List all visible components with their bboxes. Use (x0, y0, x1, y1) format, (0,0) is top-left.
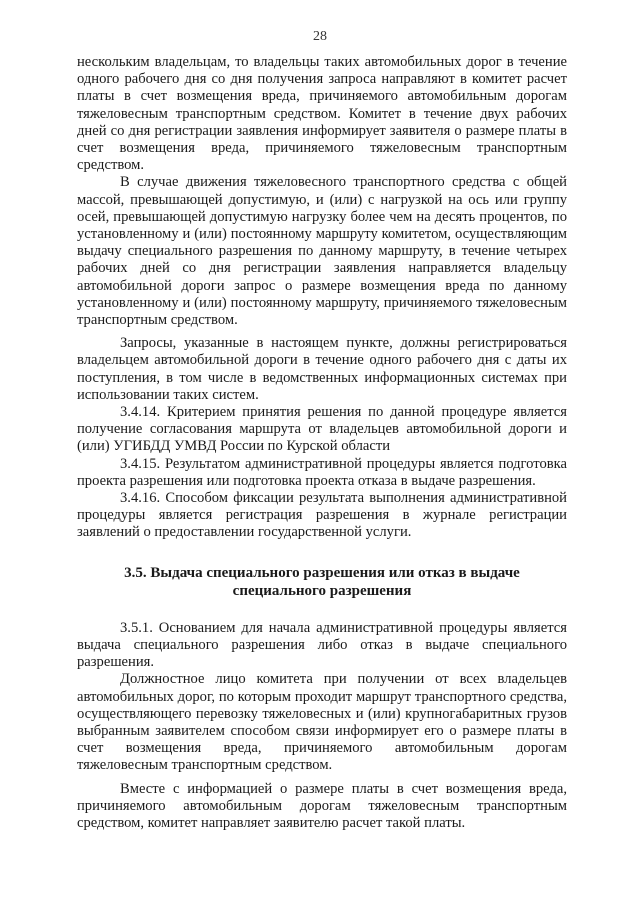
page-number: 28 (313, 29, 327, 44)
paragraph: 3.5.1. Основанием для начала административной процедуры является выдача специального разрешения либо отказ в выдаче специального разрешения. (77, 619, 567, 671)
paragraph: Должностное лицо комитета при получении от всех владельцев автомобильных дорог, по которым проходит маршрут транспортного средства, осуществляющего перевозку тяжеловесных и (или) крупногабаритных грузов выбранным заявителем способом связи информирует его о размере платы в счет возмещения вреда, причиняемого автомобильным дорогам тяжеловесным транспортным средством. (77, 671, 567, 774)
section-heading: 3.5. Выдача специального разрешения или отказ в выдаче специального разрешения (124, 564, 520, 599)
paragraph: Запросы, указанные в настоящем пункте, должны регистрироваться владельцем автомобильной дороги в течение одного рабочего дня с даты их поступления, в том числе в ведомственных информационных системах при использовании таких систем. (77, 335, 567, 403)
paragraph: 3.4.16. Способом фиксации результата выполнения административной процедуры является регистрация разрешения в журнале регистрации заявлений о предоставлении государственной услуги. (77, 490, 567, 541)
paragraph: Вместе с информацией о размере платы в счет возмещения вреда, причиняемого автомобильным дорогам тяжеловесным транспортным средством, комитет направляет заявителю расчет такой платы. (77, 780, 567, 831)
paragraph: 3.4.14. Критерием принятия решения по данной процедуре является получение согласования маршрута от владельцев автомобильной дороги и (или) УГИБДД УМВД России по Курской области (77, 404, 567, 455)
paragraph: нескольким владельцам, то владельцы таких автомобильных дорог в течение одного рабочего дня со дня получения запроса направляют в комитет расчет платы в счет возмещения вреда, причиняемого автомобильным дорогам тяжеловесным транспортным средством. Комитет в течение двух рабочих дней со дня регистрации заявления информирует заявителя о размере платы в счет возмещения вреда, причиняемого тяжеловесным транспортным средством. (77, 54, 567, 174)
document-body (77, 54, 567, 832)
paragraph: 3.4.15. Результатом административной процедуры является подготовка проекта разрешения или подготовка проекта отказа в выдаче разрешения. (77, 455, 567, 489)
paragraph: В случае движения тяжеловесного транспортного средства с общей массой, превышающей допустимую, и (или) с нагрузкой на ось или группу осей, превышающей допустимую нагрузку более чем на десять процентов, по установленному и (или) постоянному маршруту комитетом, осуществляющим выдачу специального разрешения по данному маршруту, в течение четырех рабочих дней со дня регистрации заявления направляется владельцу автомобильной дороги запрос о размере возмещения вреда по данному установленному и (или) постоянному маршруту, причиняемого тяжеловесным транспортным средством. (77, 174, 567, 329)
